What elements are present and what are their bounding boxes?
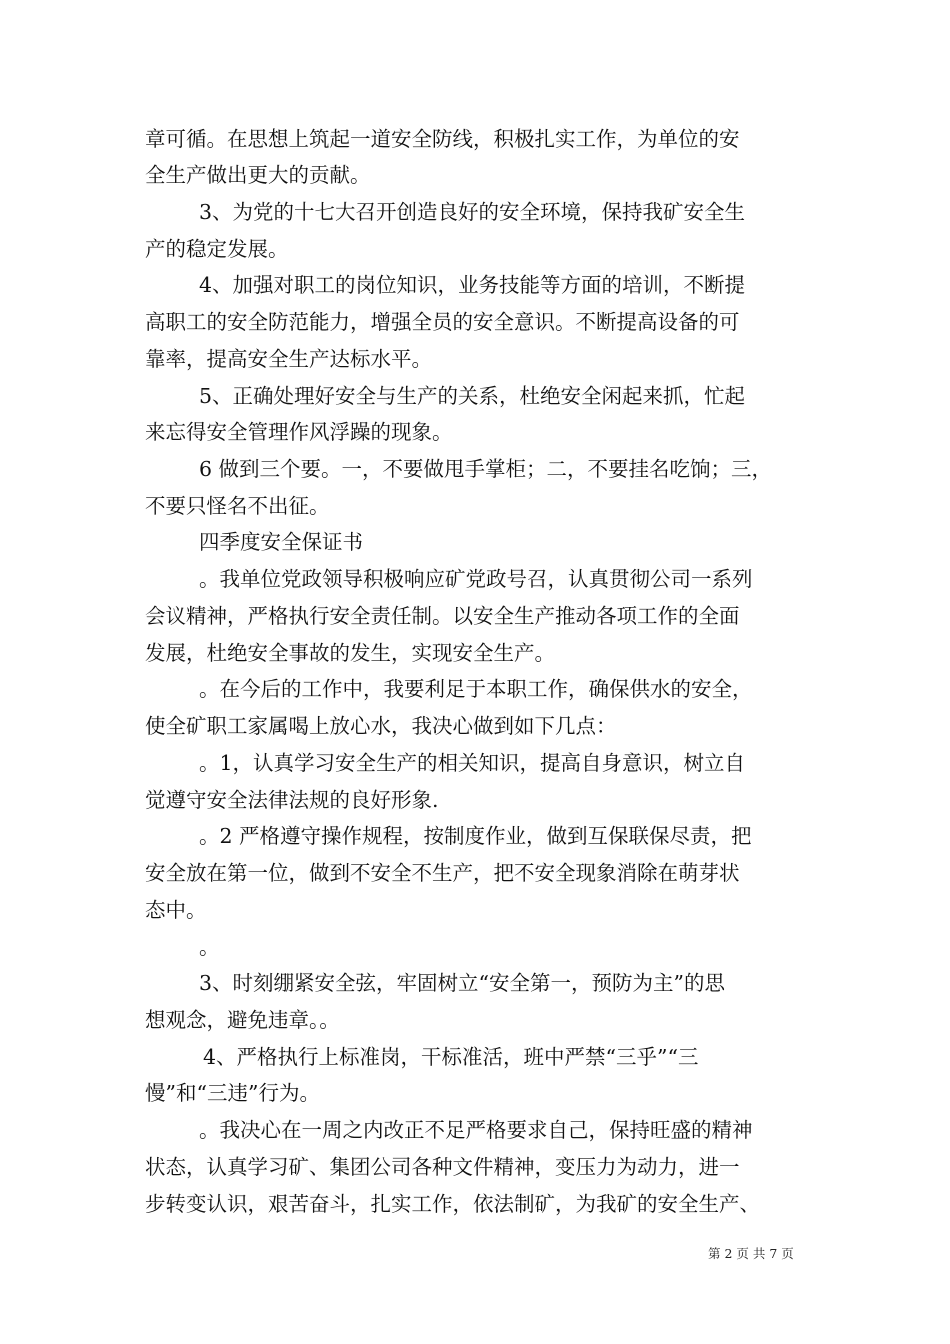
text-line: 不要只怪名不出征。 [145,494,330,518]
text-line: 觉遵守安全法律法规的良好形象. [145,788,439,812]
paragraph-line: 6 做到三个要。一，不要做甩手掌柜；二，不要挂名吃饷；三， [199,457,773,481]
text-line: 产的稳定发展。 [145,237,289,261]
text-line: 高职工的安全防范能力，增强全员的安全意识。不断提高设备的可 [145,310,740,334]
paragraph-line: 5、正确处理好安全与生产的关系，杜绝安全闲起来抓，忙起 [199,384,746,408]
text-line: 想观念，避免违章。。 [145,1008,340,1032]
text-line: 状态，认真学习矿、集团公司各种文件精神，变压力为动力，进一 [145,1155,740,1179]
paragraph-line: 。 [199,935,220,959]
paragraph-line: 4、加强对职工的岗位知识，业务技能等方面的培训，不断提 [199,273,746,297]
paragraph-line: 。1，认真学习安全生产的相关知识，提高自身意识，树立自 [199,751,746,775]
text-line: 态中。 [145,898,207,922]
paragraph-line: 。2 严格遵守操作规程，按制度作业，做到互保联保尽责，把 [199,824,752,848]
text-line: 步转变认识，艰苦奋斗，扎实工作，依法制矿，为我矿的安全生产、 [145,1192,760,1216]
text-line: 使全矿职工家属喝上放心水，我决心做到如下几点： [145,714,617,738]
section-heading: 四季度安全保证书 [199,530,363,554]
text-line: 安全放在第一位，做到不安全不生产，把不安全现象消除在萌芽状 [145,861,740,885]
text-line: 靠率，提高安全生产达标水平。 [145,347,432,371]
text-line: 章可循。在思想上筑起一道安全防线，积极扎实工作，为单位的安 [145,127,740,151]
text-line: 发展，杜绝安全事故的发生，实现安全生产。 [145,641,555,665]
text-line: 来忘得安全管理作风浮躁的现象。 [145,420,453,444]
page-number: 第 2 页 共 7 页 [708,1246,794,1261]
paragraph-line: 。我单位党政领导积极响应矿党政号召，认真贯彻公司一系列 [199,567,753,591]
paragraph-line: 。在今后的工作中，我要利足于本职工作，确保供水的安全， [199,677,753,701]
text-line: 全生产做出更大的贡献。 [145,163,371,187]
paragraph-line: 。我决心在一周之内改正不足严格要求自己，保持旺盛的精神 [199,1118,753,1142]
paragraph-line: 4、严格执行上标准岗，干标准活，班中严禁“三乎”“三 [203,1045,699,1069]
text-line: 会议精神，严格执行安全责任制。以安全生产推动各项工作的全面 [145,604,740,628]
paragraph-line: 3、为党的十七大召开创造良好的安全环境，保持我矿安全生 [199,200,746,224]
paragraph-line: 3、时刻绷紧安全弦，牢固树立“安全第一，预防为主”的思 [199,971,726,995]
text-line: 慢”和“三违”行为。 [145,1081,320,1105]
